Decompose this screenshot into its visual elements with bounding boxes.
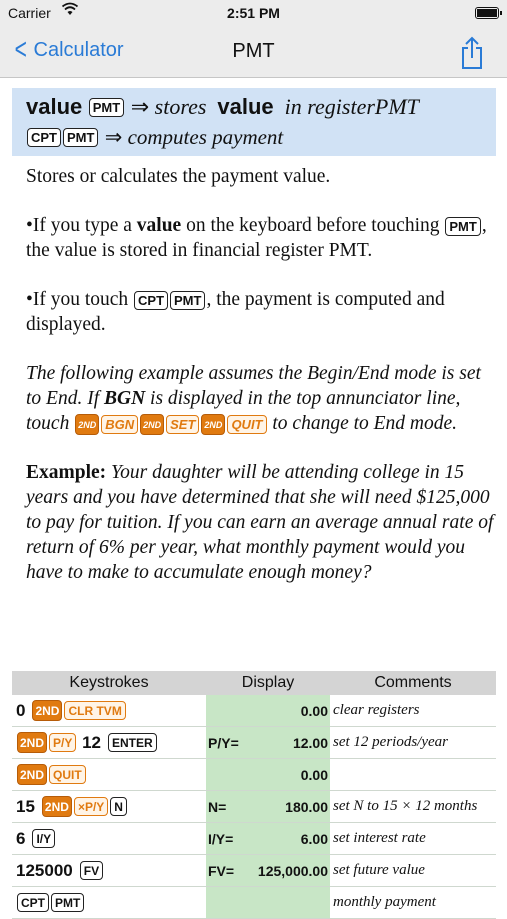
iy-key: I/Y <box>32 829 55 848</box>
display-label: I/Y= <box>208 830 234 847</box>
display-cell <box>206 823 330 854</box>
2nd-key: 2ND <box>201 414 225 435</box>
def-computes: computes payment <box>127 124 284 149</box>
display-cell <box>206 791 330 822</box>
display-label: N= <box>208 798 227 815</box>
xpy-key: ×P/Y <box>74 797 108 816</box>
def-register: in registerPMT <box>284 94 419 119</box>
keystroke-cell <box>12 727 206 758</box>
display-value: 6.00 <box>300 830 328 847</box>
text: to change to End mode. <box>267 413 458 434</box>
bullet-store <box>26 213 498 263</box>
display-value: 125,000.00 <box>257 862 328 879</box>
display-cell <box>206 727 330 758</box>
display-value: 12.00 <box>292 734 328 751</box>
display-value: 180.00 <box>285 798 328 815</box>
header-comments: Comments <box>374 674 452 691</box>
table-row <box>12 727 496 759</box>
display-cell <box>206 695 330 726</box>
status-bar <box>0 0 507 28</box>
n-key: N <box>110 797 127 816</box>
input-number: 15 <box>16 796 35 816</box>
definition-box <box>12 88 496 156</box>
table-header <box>12 671 496 695</box>
pmt-key: PMT <box>51 893 84 912</box>
display-cell <box>206 759 330 790</box>
2nd-key: 2ND <box>17 764 47 785</box>
navigation-bar <box>0 28 507 78</box>
header-keystrokes: Keystrokes <box>69 674 149 691</box>
display-value: 0.00 <box>300 766 328 783</box>
2nd-key: 2ND <box>42 796 72 817</box>
2nd-key: 2ND <box>17 732 47 753</box>
table-row <box>12 791 496 823</box>
pmt-key: PMT <box>89 98 124 117</box>
clock: 2:51 PM <box>227 5 280 21</box>
table-row <box>12 695 496 727</box>
text-bold: value <box>136 215 182 236</box>
comment-cell: set N to 15 × 12 months <box>333 798 478 814</box>
chevron-left-icon: < <box>14 33 27 66</box>
cpt-key: CPT <box>17 893 49 912</box>
comment-cell: set interest rate <box>333 830 426 846</box>
share-button[interactable] <box>457 36 487 68</box>
cpt-key: CPT <box>27 128 61 147</box>
text: The following example assumes the Begin/End mode is set to End. If <box>26 363 481 409</box>
help-content <box>26 164 498 609</box>
enter-key: ENTER <box>108 733 157 752</box>
bgn-key: BGN <box>101 415 138 434</box>
keystroke-cell <box>12 759 206 790</box>
comment-cell: monthly payment <box>333 894 436 910</box>
set-key: SET <box>166 415 199 434</box>
input-number: 12 <box>82 732 102 752</box>
definition-line-store <box>26 92 482 122</box>
def-value-label: value <box>26 94 83 119</box>
clr-tvm-key: CLR TVM <box>64 701 125 720</box>
example-text <box>26 460 498 585</box>
input-number: 125000 <box>16 860 73 880</box>
text: on the keyboard before touching <box>181 215 445 236</box>
text: •If you type a <box>26 215 137 236</box>
table-row <box>12 887 496 919</box>
display-cell <box>206 887 330 918</box>
text: , the payment is computed and displayed. <box>26 289 445 335</box>
def-stores: stores <box>154 94 207 119</box>
battery-icon <box>475 7 499 19</box>
display-value: 0.00 <box>300 702 328 719</box>
2nd-key: 2ND <box>140 414 164 435</box>
keystroke-cell <box>12 695 206 726</box>
comment-cell: set future value <box>333 862 425 878</box>
comment-cell <box>330 759 496 790</box>
quit-key: QUIT <box>49 765 86 784</box>
fv-key: FV <box>80 861 103 880</box>
def-value-label-2: value <box>217 94 274 119</box>
cpt-key: CPT <box>134 291 168 310</box>
text: is displayed in the top annunciator line, touch <box>26 388 461 434</box>
quit-key: QUIT <box>227 415 266 434</box>
definition-line-compute <box>26 122 482 152</box>
text-bold: BGN <box>104 388 146 409</box>
back-label: Calculator <box>33 38 124 61</box>
keystroke-cell <box>12 855 206 886</box>
end-mode-note <box>26 361 498 436</box>
keystroke-cell <box>12 823 206 854</box>
py-key: P/Y <box>49 733 76 752</box>
bullet-compute <box>26 287 498 337</box>
page-title: PMT <box>232 40 275 62</box>
input-number: 6 <box>16 828 26 848</box>
table-row <box>12 855 496 887</box>
input-number: 0 <box>16 700 26 720</box>
arrow: ⇒ <box>104 124 123 149</box>
display-label: P/Y= <box>208 734 239 751</box>
text: Your daughter will be attending college in 15 years and you have determined that she will need $125,000 to pay for tuition. If you can earn an average annual rate of return of 6% per year, what monthly payment would you have to make to accumulate enough money? <box>26 462 494 583</box>
comment-cell: clear registers <box>333 702 420 718</box>
keystroke-table <box>12 671 496 919</box>
text: , the value is stored in financial register PMT. <box>26 215 487 261</box>
2nd-key: 2ND <box>75 414 99 435</box>
arrow: ⇒ <box>130 94 150 119</box>
pmt-key: PMT <box>170 291 205 310</box>
carrier-label: Carrier <box>8 5 51 21</box>
example-label: Example: <box>26 462 107 483</box>
keystroke-cell <box>12 887 206 918</box>
share-icon <box>457 36 487 70</box>
text: •If you touch <box>26 289 134 310</box>
comment-cell: set 12 periods/year <box>333 734 448 750</box>
display-cell <box>206 855 330 886</box>
header-display: Display <box>241 674 295 691</box>
keystroke-cell <box>12 791 206 822</box>
pmt-key: PMT <box>63 128 98 147</box>
pmt-key: PMT <box>445 217 480 236</box>
2nd-key: 2ND <box>32 700 62 721</box>
table-row <box>12 759 496 791</box>
intro-text: Stores or calculates the payment value. <box>26 166 331 187</box>
display-label: FV= <box>208 862 235 879</box>
table-row <box>12 823 496 855</box>
